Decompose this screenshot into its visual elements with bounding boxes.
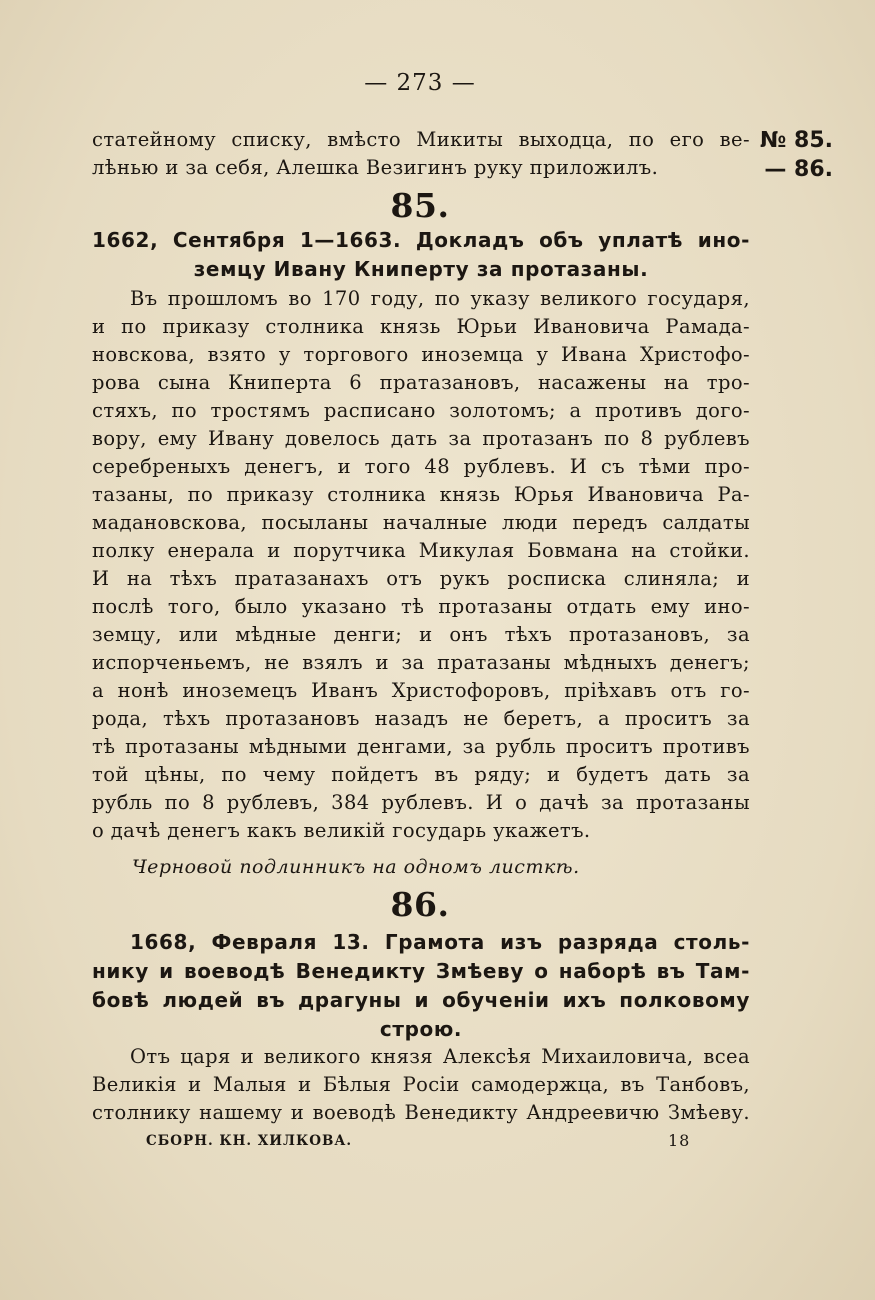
page-number: — 273 — bbox=[364, 70, 476, 96]
margin-note-85: № 85. bbox=[759, 128, 833, 153]
footer-signature: СБОРН. КН. ХИЛКОВА. bbox=[146, 1133, 353, 1149]
text-line: тѣ протазаны мѣдными денгами, за рубль проситъ противъ bbox=[92, 735, 750, 758]
source-note-85: Черновой подлинникъ на одномъ листкѣ. bbox=[132, 856, 580, 878]
text-line: рубль по 8 рублевъ, 384 рублевъ. И о дачѣ за протазаны bbox=[92, 791, 750, 814]
text-line: серебреныхъ денегъ, и того 48 рублевъ. И съ тѣми про- bbox=[92, 455, 750, 478]
document-heading-85 bbox=[92, 226, 750, 284]
text-line: статейному списку, вмѣсто Микиты выходца, по его ве- bbox=[92, 128, 750, 151]
text-line: и по приказу столника князь Юрьи Ивановича Рамада- bbox=[92, 315, 750, 338]
heading-line: 1668, Февраля 13. Грамота изъ разряда столь- bbox=[130, 930, 750, 954]
text-line: вору, ему Ивану довелось дать за протазанъ по 8 рублевъ bbox=[92, 427, 750, 450]
document-body-85 bbox=[92, 285, 750, 845]
heading-line: нику и воеводѣ Венедикту Змѣеву о наборѣ въ Там- bbox=[92, 959, 750, 983]
margin-note-86: — 86. bbox=[764, 157, 833, 182]
text-line: новскова, взято у торгового иноземца у Ивана Христофо- bbox=[92, 343, 750, 366]
text-line: тазаны, по приказу столника князь Юрья Ивановича Ра- bbox=[92, 483, 750, 506]
text-line: стяхъ, по тростямъ расписано золотомъ; а противъ дого- bbox=[92, 399, 750, 422]
text-line: рода, тѣхъ протазановъ назадъ не беретъ, а проситъ за bbox=[92, 707, 750, 730]
document-number-85: 85. bbox=[390, 186, 450, 225]
document-heading-86 bbox=[92, 928, 750, 1044]
heading-line: 1662, Сентября 1—1663. Докладъ объ уплатѣ ино- bbox=[92, 228, 750, 252]
document-body-86 bbox=[92, 1043, 750, 1127]
text-line: земцу, или мѣдные денги; и онъ тѣхъ протазановъ, за bbox=[92, 623, 750, 646]
continuation-text bbox=[92, 126, 750, 182]
text-line: послѣ того, было указано тѣ протазаны отдать ему ино- bbox=[92, 595, 750, 618]
text-line: И на тѣхъ пратазанахъ отъ рукъ росписка слиняла; и bbox=[92, 567, 750, 590]
text-line: Отъ царя и великого князя Алексѣя Михаиловича, всеа bbox=[130, 1045, 750, 1068]
text-line: лѣнью и за себя, Алешка Везигинъ руку приложилъ. bbox=[92, 156, 659, 179]
text-line: той цѣны, по чему пойдетъ въ ряду; и будетъ дать за bbox=[92, 763, 750, 786]
heading-line: строю. bbox=[379, 1017, 463, 1041]
text-line: полку енерала и порутчика Микулая Бовмана на стойки. bbox=[92, 539, 750, 562]
text-line: Великія и Малыя и Бѣлыя Росіи самодержца, въ Танбовъ, bbox=[92, 1073, 750, 1096]
text-line: Въ прошломъ во 170 году, по указу великого государя, bbox=[130, 287, 750, 310]
text-line: а нонѣ иноземецъ Иванъ Христофоровъ, пріѣхавъ отъ го- bbox=[92, 679, 750, 702]
text-line: мадановскова, посыланы началные люди передъ салдаты bbox=[92, 511, 750, 534]
text-line: о дачѣ денегъ какъ великій государь укажетъ. bbox=[92, 819, 591, 842]
heading-line: бовѣ людей въ драгуны и обученіи ихъ полковому bbox=[92, 988, 750, 1012]
text-line: рова сына Книперта 6 пратазановъ, насажены на тро- bbox=[92, 371, 750, 394]
footer-sheet-number: 18 bbox=[668, 1131, 691, 1150]
heading-line: земцу Ивану Книперту за протазаны. bbox=[193, 257, 649, 281]
document-number-86: 86. bbox=[390, 885, 450, 924]
text-line: испорченьемъ, не взялъ и за пратазаны мѣдныхъ денегъ; bbox=[92, 651, 750, 674]
text-line: столнику нашему и воеводѣ Венедикту Андреевичю Змѣеву. bbox=[92, 1101, 750, 1124]
